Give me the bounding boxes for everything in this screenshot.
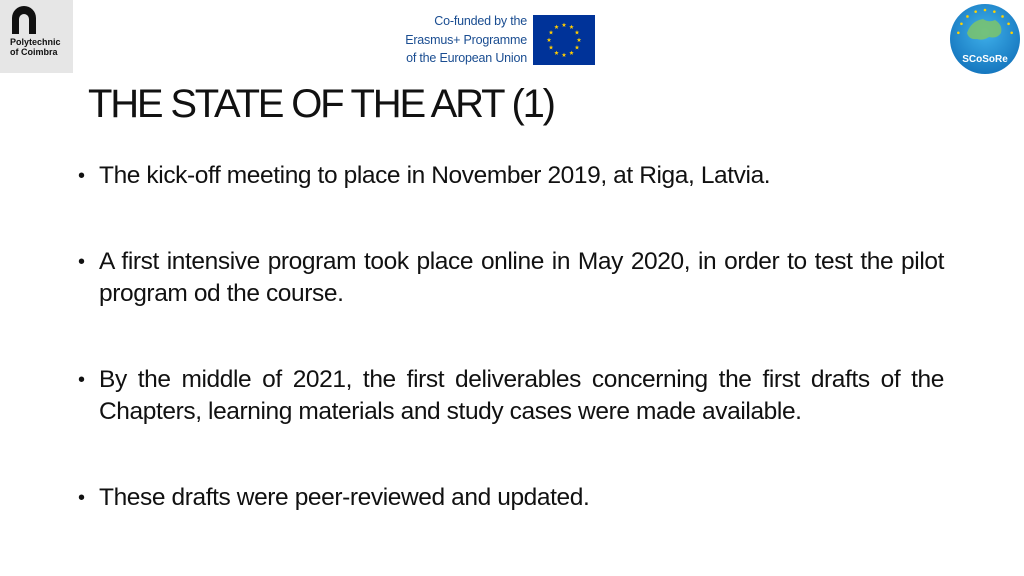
institution-name-line2: of Coimbra — [10, 47, 58, 57]
badge-star-icon — [1001, 15, 1004, 18]
institution-name-line1: Polytechnic — [10, 37, 61, 47]
bullet-item: • These drafts were peer-reviewed and updated. — [78, 482, 944, 514]
badge-star-icon — [1010, 31, 1013, 34]
badge-star-icon — [993, 10, 996, 13]
badge-star-icon — [966, 15, 969, 18]
eu-text-line2: Erasmus+ Programme — [405, 32, 527, 47]
badge-star-icon — [957, 31, 960, 34]
arch-icon — [10, 6, 38, 34]
badge-star-icon — [1007, 23, 1010, 26]
bullet-item: • A first intensive program took place online in May 2020, in order to test the pilot program od the course. — [78, 246, 944, 310]
badge-star-icon — [984, 9, 987, 12]
project-badge-label: SCoSoRe — [962, 54, 1008, 65]
badge-star-icon — [974, 10, 977, 13]
eu-text-line3: of the European Union — [406, 51, 527, 65]
eu-cofunding-logo — [391, 12, 597, 68]
project-badge-logo — [949, 3, 1021, 75]
eu-cofunding-text — [391, 12, 527, 68]
eu-text-line1: Co-funded by the — [434, 14, 527, 28]
bullet-list — [78, 160, 944, 514]
slide-title: THE STATE OF THE ART (1) — [88, 82, 554, 126]
badge-star-icon — [960, 23, 963, 26]
bullet-item: • By the middle of 2021, the first deliverables concerning the first drafts of the Chapters, learning materials and study cases were made available. — [78, 364, 944, 428]
bullet-item: • The kick-off meeting to place in November 2019, at Riga, Latvia. — [78, 160, 944, 192]
eu-flag-icon — [533, 15, 595, 65]
institution-name — [10, 37, 73, 57]
institution-logo — [0, 0, 73, 73]
